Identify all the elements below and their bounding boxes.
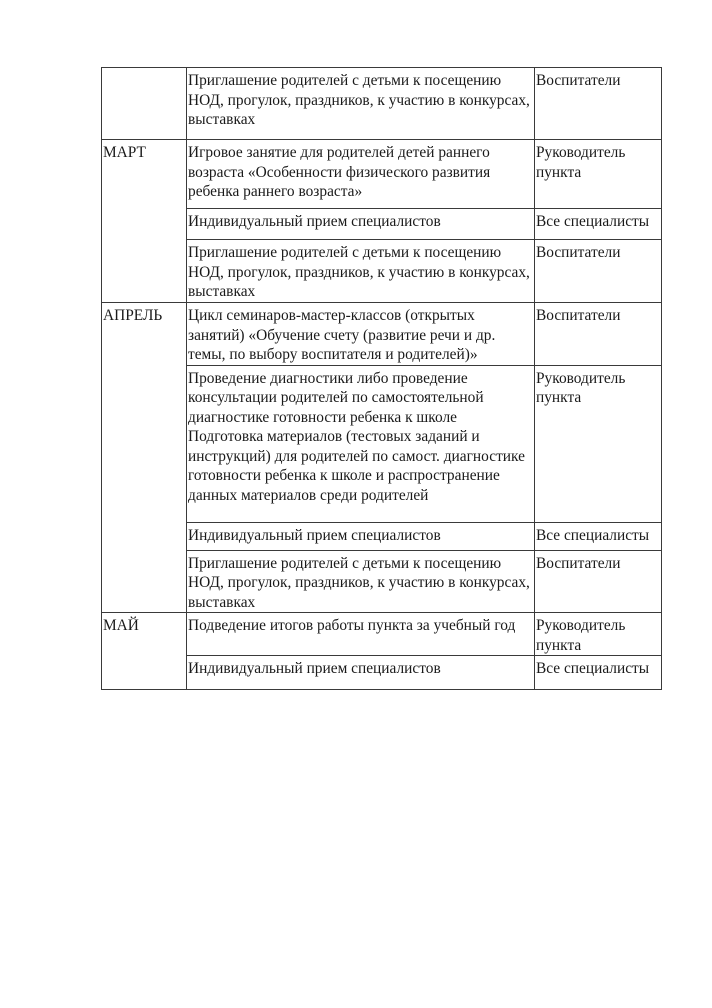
activity-cell: Приглашение родителей с детьми к посещению НОД, прогулок, праздников, к участию в конкурсах, выставках [187, 240, 535, 303]
month-cell-march: МАРТ [102, 140, 187, 303]
responsible-cell: Воспитатели [535, 68, 662, 140]
responsible-cell: Руководитель пункта [535, 140, 662, 209]
month-cell-may: МАЙ [102, 613, 187, 690]
responsible-cell: Руководитель пункта [535, 365, 662, 522]
activity-cell: Приглашение родителей с детьми к посещению НОД, прогулок, праздников, к участию в конкурсах, выставках [187, 550, 535, 613]
responsible-cell: Все специалисты [535, 656, 662, 690]
table-row [102, 140, 662, 209]
responsible-cell: Все специалисты [535, 209, 662, 240]
responsible-cell: Воспитатели [535, 240, 662, 303]
responsible-cell: Руководитель пункта [535, 613, 662, 656]
month-cell-april: АПРЕЛЬ [102, 303, 187, 613]
activity-cell: Цикл семинаров-мастер-классов (открытых занятий) «Обучение счету (развитие речи и др. темы, по выбору воспитателя и родителей)» [187, 303, 535, 366]
responsible-cell: Воспитатели [535, 303, 662, 366]
activity-cell: Индивидуальный прием специалистов [187, 656, 535, 690]
activity-cell: Приглашение родителей с детьми к посещению НОД, прогулок, праздников, к участию в конкурсах, выставках [187, 68, 535, 140]
activity-cell: Проведение диагностики либо проведение консультации родителей по самостоятельной диагностике готовности ребенка к школе Подготовка материалов (тестовых заданий и инструкций) для родителей по самост. диагностике готовности ребенка к школе и распространение данных материалов среди родителей [187, 365, 535, 522]
table-row [102, 303, 662, 366]
activity-cell: Индивидуальный прием специалистов [187, 522, 535, 550]
plan-table [101, 67, 662, 690]
activity-cell: Подведение итогов работы пункта за учебный год [187, 613, 535, 656]
table-row [102, 68, 662, 140]
activity-cell: Индивидуальный прием специалистов [187, 209, 535, 240]
responsible-cell: Воспитатели [535, 550, 662, 613]
table-row [102, 613, 662, 656]
responsible-cell: Все специалисты [535, 522, 662, 550]
month-cell [102, 68, 187, 140]
activity-cell: Игровое занятие для родителей детей раннего возраста «Особенности физического развития ребенка раннего возраста» [187, 140, 535, 209]
